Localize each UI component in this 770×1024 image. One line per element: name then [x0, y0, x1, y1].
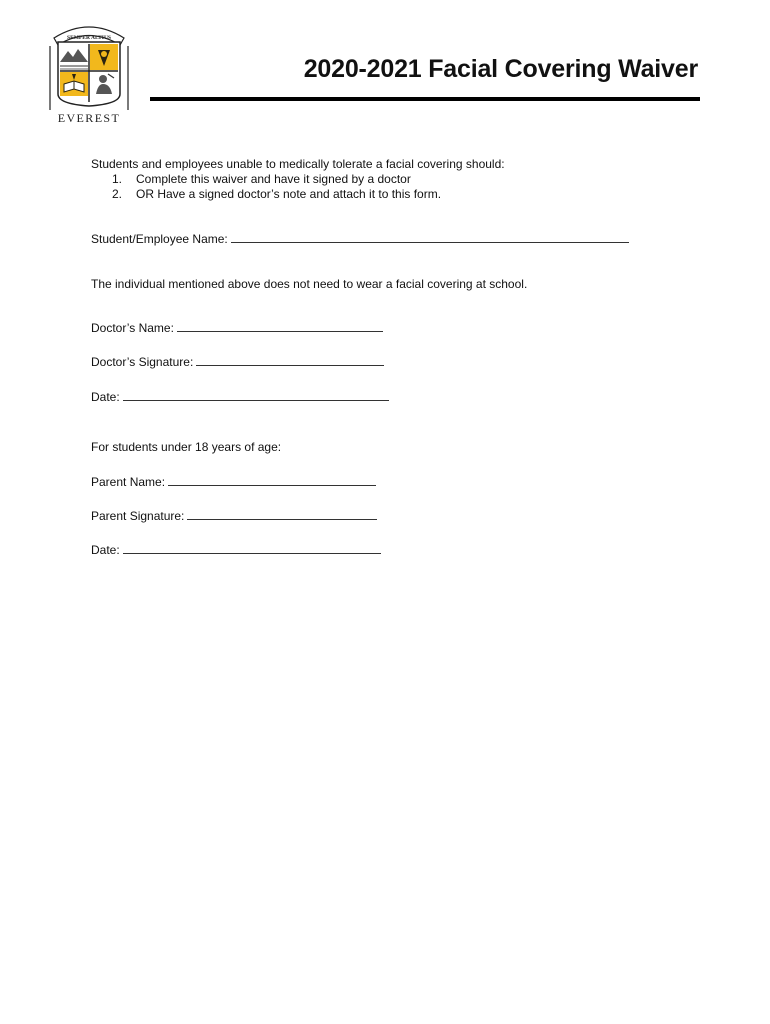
doctor-name-label: Doctor’s Name:	[91, 321, 174, 335]
doctor-date-label: Date:	[91, 390, 120, 404]
parent-signature-label: Parent Signature:	[91, 509, 185, 523]
student-name-input-line[interactable]	[231, 232, 629, 243]
parent-date-field	[91, 543, 381, 558]
parent-name-input-line[interactable]	[168, 475, 376, 486]
parent-signature-field	[91, 509, 377, 524]
list-item	[112, 187, 441, 202]
list-item-text: OR Have a signed doctor’s note and attach it to this form.	[136, 187, 442, 201]
logo-wordmark: EVEREST	[57, 111, 121, 125]
doctor-signature-field	[91, 355, 384, 370]
everest-crest-logo	[48, 18, 130, 126]
doctor-signature-label: Doctor’s Signature:	[91, 355, 194, 369]
student-name-label: Student/Employee Name:	[91, 232, 228, 246]
figure-head-icon	[99, 75, 107, 83]
list-item-text: Complete this waiver and have it signed by a doctor	[136, 172, 411, 186]
list-item-number: 1.	[112, 172, 123, 186]
under18-heading: For students under 18 years of age:	[91, 440, 282, 454]
parent-date-input-line[interactable]	[123, 543, 381, 554]
statement-text: The individual mentioned above does not need to wear a facial covering at school.	[91, 277, 528, 291]
parent-date-label: Date:	[91, 543, 120, 557]
doctor-date-field	[91, 390, 389, 405]
intro-text: Students and employees unable to medically tolerate a facial covering should:	[91, 157, 505, 171]
list-item-number: 2.	[112, 187, 123, 201]
doctor-date-input-line[interactable]	[123, 390, 389, 401]
doctor-signature-input-line[interactable]	[196, 355, 384, 366]
motto-text: SEMPER ALTIUS	[67, 35, 111, 41]
doctor-name-input-line[interactable]	[177, 321, 383, 332]
doctor-name-field	[91, 321, 383, 336]
student-name-field	[91, 232, 629, 247]
list-item	[112, 172, 411, 187]
crest-graphic	[48, 18, 130, 126]
title-divider	[150, 97, 700, 101]
parent-name-field	[91, 475, 376, 490]
page-title: 2020-2021 Facial Covering Waiver	[303, 55, 698, 83]
parent-signature-input-line[interactable]	[187, 509, 377, 520]
parent-name-label: Parent Name:	[91, 475, 166, 489]
